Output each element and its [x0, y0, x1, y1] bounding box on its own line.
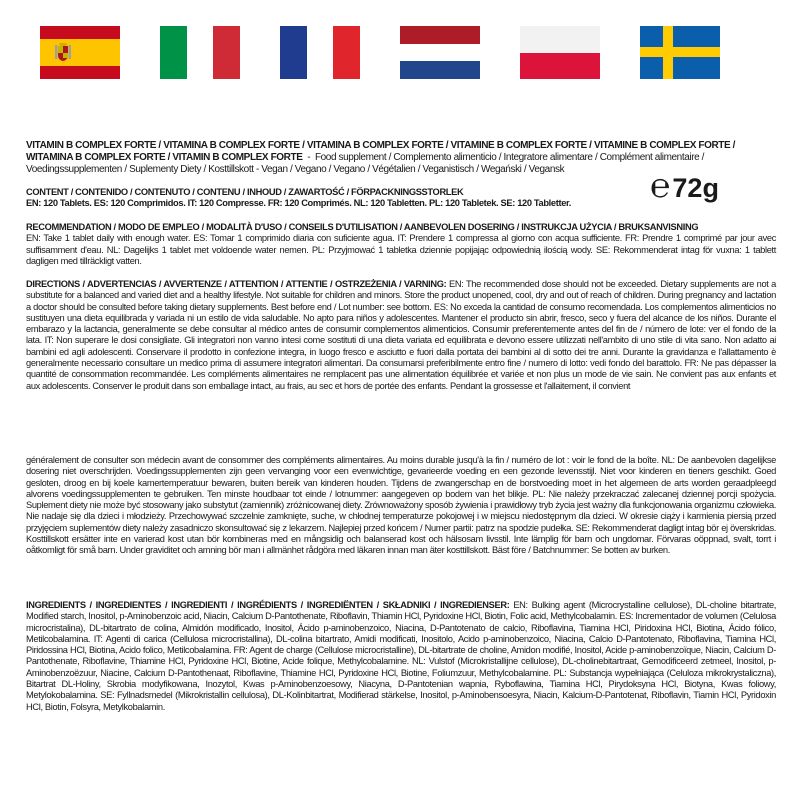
- content-line: EN: 120 Tablets. ES: 120 Comprimidos. IT: 120 Compresse. FR: 120 Comprimés. NL: 120 Tabletten. PL: 120 Tabletek. SE: 120 Tabletter.: [26, 198, 572, 209]
- product-names: VITAMIN B COMPLEX FORTE / VITAMINA B COMPLEX FORTE / VITAMINA B COMPLEX FORTE / VITAMINE B COMPLEX FORTE / VITAMINE B COMPLEX FORTE / WITAMINA B COMPLEX FORTE / VITAMIN B COMPLEX FORTE: [26, 140, 736, 163]
- directions-body: EN: The recommended dose should not be exceeded. Dietary supplements are not a substitute for a balanced and varied diet and a healthy lifestyle. Not suitable for children and minors. Store the product unopened, cool, dry and out of reach of children. During pregnancy and lactation a doctor should be consulted before taking dietary supplements. Best before end / Lot number: see bottom. ES: No exceda la cantidad de consumo recomendada. Los complementos alimenticios no sustituyen una dieta equilibrada y variada ni un estilo de vida saludable. No apto para niños y adolescentes. Mantener el producto sin abrir, fresco, seco y fuera del alcance de los niños. Durante el embarazo y la lactancia, generalmente se debe consultar al médico antes de consumir complementos alimenticios. Consumir preferentemente antes del fin de / número de lote: ver el fondo de la lata. IT: Non superare le dosi consigliate. Gli integratori non vanno intesi come sostituti di una dieta variata ed equilibrata e devono essere utilizzati nell'ambito di uno stile di vita sano. Non adatto ai bambini ed agli adolescenti. Conservare il prodotto in confezione integra, in luogo fresco e asciutto e fuori dalla portata dei bambini al di sotto dei tre anni. Durante la gravidanza e l'allattamento è generalmente necessario consultare un medico prima di assumere integratori alimentari. Da consumarsi preferibilmente entro fine / numero di lotto: vedi fondo del barattolo. FR: Ne pas dépasser la quantité de consommation recommandée. Les compléments alimentaires ne remplacent pas une alimentation équilibrée et variée et non plus un mode de vie sain. Ne convient pas aux enfants et aux adolescents. Conserver le produit dans son emballage intact, au frais, au sec et hors de portée des enfants. Pendant la grossesse et l'allaitement, il convient: [26, 279, 776, 391]
- title-separator: -: [302, 152, 315, 163]
- poland-flag: [520, 26, 600, 79]
- content-heading: CONTENT / CONTENIDO / CONTENUTO / CONTENU / INHOUD / ZAWARTOŚĆ / FÖRPACKNINGSSTORLEK: [26, 187, 464, 197]
- country-flags: [40, 26, 720, 82]
- ingredients-body: EN: Bulking agent (Microcrystalline cellulose), DL-choline bitartrate, Modified starch, Inositol, p-Aminobenzoic acid, Niacin, Calcium D-Pantothenate, Riboflavin, Thiamin HCl, Pyridoxine HCl, Biotin, Folic acid, Methylcobalamin. ES: Incrementador de volumen (Celulosa microcristalina), DL-bitartrato de colina, Almidón modificado, Inositol, Ácido p-aminobenzoico, Niacina, D-Pantotenato de calcio, Riboflavina, Tiamina HCl, Piridoxina HCl, Biotina, Ácido fólico, Metilcobalamina. IT: Agenti di carica (Cellulosa microcristallina), DL-colina bitartrato, Amidi modificati, Inositolo, Acido p-aminobenzoico, Niacina, Calcio D-Pantotenato, Riboflavina, Tiamina HCl, Piridossina HCl, Biotina, Acido folico, Metilcobalamina. FR: Agent de charge (Cellulose microcristalline), DL-bitartrate de choline, Amidon modifié, Inositol, Acide p-aminobenzoïque, Niacin, Calcium D-Pantothenate, Riboflavine, Thiamine HCl, Pyridoxine HCl, Biotine, Acide folique, Methylcobalamine. NL: Vulstof (Microkristallijne cellulose), DL-cholinebitartraat, Gemodificeerd zetmeel, Inositol, p-Aminobenzoëzuur, Niacine, Calcium D-Pantothenaat, Riboflavine, Thiamine HCl, Pyridoxine HCl, Biotine, Foliumzuur, Methylcobalamine. PL: Substancja wypełniająca (Celuloza mikrokrystaliczna), Bitartrat DL-Holiny, Skrobia modyfikowana, Inozytol, Kwas p-Aminobenzoesowy, Niacyna, D-Pantotenian wapnia, Ryboflawina, Tiamina HCl, Pirydoksyna HCl, Biotyna, Kwas foliowy, Metylokobalamina. SE: Fyllnadsmedel (Mikrokristallin cellulosa), DL-Kolinbitartrat, Modifierad stärkelse, Inositol, p-Aminobensoesyra, Niacin, Kalcium-D-Pantotenat, Riboflavin, Tiamin HCl, Pyridoxin HCl, Biotin, Folsyra, Metylkobalamin.: [26, 600, 777, 712]
- recommendation-body: EN: Take 1 tablet daily with enough water. ES: Tomar 1 comprimido diaria con suficiente agua. IT: Prendere 1 compressa al giorno con acqua sufficiente. FR: Prendre 1 comprimé par jour avec suffisamment d'eau. NL: Dagelijks 1 tablet met voldoende water nemen. PL: Przyjmować 1 tabletka dziennie popijając odpowiednią ilością wody. SE: Rekommenderat intag för vuxna: 1 tablett dagligen med tillräckligt vatten.: [26, 233, 776, 266]
- directions-continuation: [26, 455, 776, 557]
- ingredients-heading: INGREDIENTS / INGREDIENTES / INGREDIENTI / INGRÉDIENTS / INGREDIËNTEN / SKŁADNIKI / INGREDIENSER:: [26, 600, 510, 610]
- net-weight: [650, 166, 776, 206]
- continuation-body: généralement de consulter son médecin avant de consommer des compléments alimentaires. Au moins durable jusqu'à la fin / numéro de lot : voir le fond de la boîte. NL: De aanbevolen dagelijkse dosering niet overschrijden. Voedingssupplementen zijn geen vervanging voor een evenwichtige, gevarieerde voeding en een gezonde levensstijl. Niet voor kinderen en tieners geschikt. Goed gesloten, droog en bij koele kamertemperatuur bewaren, buiten bereik van kinderen houden. Tijdens de zwangerschap en de borstvoeding moet in het algemeen de arts worden geraadpleegd alvorens voedingssupplementen te gebruiken. Ten minste houdbaar tot einde / lotnummer: aangegeven op bodem van het blikje. PL: Nie należy przekraczać zalecanej dziennej porcji spożycia. Suplement diety nie może być stosowany jako substytut (zamiennik) zróżnicowanej diety. Zrównoważony sposób żywienia i prawidłowy tryb życia jest ważny dla funkcjonowania organizmu człowieka. Nie nadaje się dla dzieci i młodzieży. Przechowywać szczelnie zamknięte, suche, w chłodnej temperaturze pokojowej i w miejscu niedostępnym dla dzieci. W okresie ciąży i karmienia piersią przed przyjęciem suplementów diety należy zasadniczo skonsultować się z lekarzem. Najlepiej przed końcem / Numer partii: patrz na spodzie pudełka. SE: Rekommenderat dagligt intag bör ej överskridas. Kosttillskott ersätter inte en varierad kost utan bör kombineras med en mångsidig och balanserad kost och hälsosam livsstil. Inte lämplig för barn och ungdomar. Förvaras oöppnad, svalt, torrt i oåtkomligt för små barn. Under graviditet och amning bör man i allmänhet rådgöra med läkaren innan man äter kosttillskott. Bäst före / Batchnummer: Se botten av burken.: [26, 455, 776, 556]
- sweden-flag: [640, 26, 720, 79]
- net-weight-value: 72g: [672, 173, 719, 203]
- estimated-sign-icon: ℮: [650, 167, 671, 205]
- spain-flag: [40, 26, 120, 79]
- directions-section: [26, 279, 776, 392]
- netherlands-flag: [400, 26, 480, 79]
- recommendation-section: [26, 222, 776, 267]
- product-descriptors: Food supplement / Complemento alimenticio / Integratore alimentare / Complément alimentaire / Voedingssupplementen / Suplementy Diety / Kosttillskott - Vegan / Vegano / Vegano / Végétalien / Veganistisch / Wegański / Vegansk: [26, 152, 705, 175]
- directions-heading: DIRECTIONS / ADVERTENCIAS / AVVERTENZE / ATTENTION / ATTENTIE / OSTRZEŻENIA / VARNING:: [26, 279, 447, 289]
- ingredients-section: [26, 600, 776, 713]
- recommendation-heading: RECOMMENDATION / MODO DE EMPLEO / MODALITÀ D'USO / CONSEILS D'UTILISATION / AANBEVOLEN DOSERING / INSTRUKCJA UŻYCIA / BRUKSANVISNING: [26, 222, 699, 232]
- content-section: [26, 187, 686, 210]
- france-flag: [280, 26, 360, 79]
- italy-flag: [160, 26, 240, 79]
- spain-coat-of-arms-icon: [55, 42, 71, 63]
